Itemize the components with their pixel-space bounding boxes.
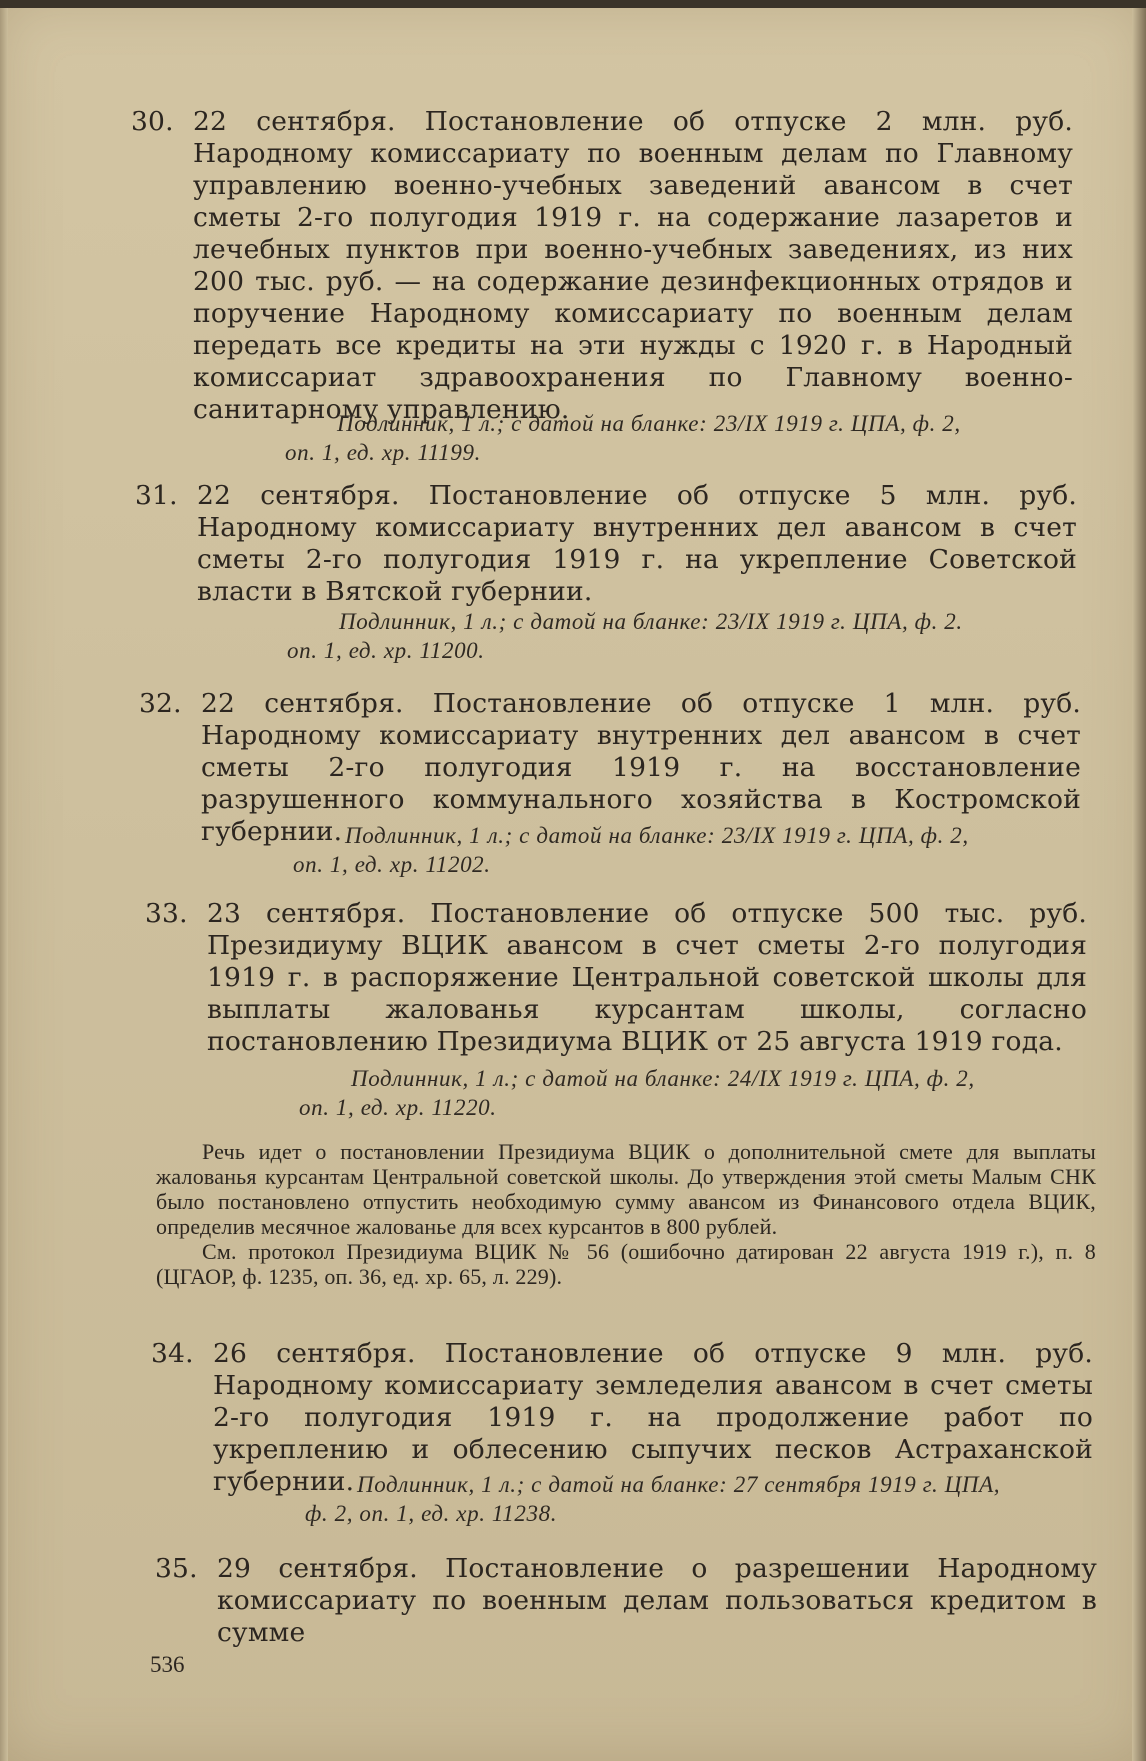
entry-text: 23 сентября. Постановление об отпуске 500 тыс. руб. Президиуму ВЦИК авансом в счет сметы 2-го полугодия 1919 г. в распоряжение Центральной советской школы для выплаты жалованья курсантам школы, согласно постановлению Президиума ВЦИК от 25 августа 1919 года. xyxy=(207,898,1087,1057)
entry-number: 33. xyxy=(145,898,188,929)
source-line-1: Подлинник, 1 л.; с датой на бланке: 23/IX 1919 г. ЦПА, ф. 2. xyxy=(339,609,963,634)
editorial-note xyxy=(156,1139,1096,1289)
entry-34-source xyxy=(305,1470,1095,1528)
entry-number: 34. xyxy=(151,1338,194,1369)
entry-text: 29 сентября. Постановление о разрешении Народному комиссариату по военным делам пользоваться кредитом в сумме xyxy=(217,1553,1097,1648)
entry-35 xyxy=(155,1553,1097,1649)
entry-text: 26 сентября. Постановление об отпуске 9 млн. руб. Народному комиссариату земледелия авансом в счет сметы 2-го полугодия 1919 г. на продолжение работ по укреплению и облесению сыпучих песков Астраханской губернии. xyxy=(213,1338,1093,1497)
right-edge xyxy=(1132,8,1146,1761)
entry-33 xyxy=(145,898,1087,1058)
source-line-2: оп. 1, ед. хр. 11220. xyxy=(299,1095,497,1120)
source-line-2: ф. 2, оп. 1, ед. хр. 11238. xyxy=(305,1501,558,1526)
entry-32-source xyxy=(293,821,1083,879)
source-line-1: Подлинник, 1 л.; с датой на бланке: 27 сентября 1919 г. ЦПА, xyxy=(357,1472,1001,1497)
entry-31-source xyxy=(287,607,1077,665)
note-paragraph-1: Речь идет о постановлении Президиума ВЦИК о дополнительной смете для выплаты жалованья курсантам Центральной советской школы. До утверждения этой сметы Малым СНК было постановлено отпустить необходимую сумму авансом из Финансового отдела ВЦИК, определив месячное жалованье для всех курсантов в 800 рублей. xyxy=(156,1139,1096,1239)
source-line-1: Подлинник, 1 л.; с датой на бланке: 23/IX 1919 г. ЦПА, ф. 2, xyxy=(345,823,969,848)
entry-30 xyxy=(131,106,1073,426)
entry-text: 22 сентября. Постановление об отпуске 1 млн. руб. Народному комиссариату внутренних дел авансом в счет сметы 2-го полугодия 1919 г. на восстановление разрушенного коммунального хозяйства в Костромской губернии. xyxy=(201,688,1081,847)
source-line-2: оп. 1, ед. хр. 11199. xyxy=(285,440,481,465)
entry-30-source xyxy=(285,409,1075,467)
source-line-1: Подлинник, 1 л.; с датой на бланке: 24/IX 1919 г. ЦПА, ф. 2, xyxy=(351,1066,975,1091)
source-line-1: Подлинник, 1 л.; с датой на бланке: 23/IX 1919 г. ЦПА, ф. 2, xyxy=(337,411,961,436)
entry-number: 32. xyxy=(139,688,182,719)
entry-number: 35. xyxy=(155,1553,198,1584)
left-edge xyxy=(0,8,8,1761)
entry-33-source xyxy=(299,1064,1089,1122)
page-number: 536 xyxy=(150,1652,185,1677)
entry-number: 30. xyxy=(131,106,174,137)
source-line-2: оп. 1, ед. хр. 11202. xyxy=(293,852,491,877)
entry-number: 31. xyxy=(135,480,178,511)
note-paragraph-2: См. протокол Президиума ВЦИК № 56 (ошибочно датирован 22 августа 1919 г.), п. 8 (ЦГАОР, ф. 1235, оп. 36, ед. хр. 65, л. 229). xyxy=(156,1239,1096,1289)
source-line-2: оп. 1, ед. хр. 11200. xyxy=(287,638,485,663)
top-edge xyxy=(0,0,1146,8)
entry-31 xyxy=(135,480,1077,608)
entry-text: 22 сентября. Постановление об отпуске 5 млн. руб. Народному комиссариату внутренних дел авансом в счет сметы 2-го полугодия 1919 г. на укрепление Советской власти в Вятской губернии. xyxy=(197,480,1077,607)
entry-text: 22 сентября. Постановление об отпуске 2 млн. руб. Народному комиссариату по военным делам по Главному управлению военно-учебных заведений авансом в счет сметы 2-го полугодия 1919 г. на содержание лазаретов и лечебных пунктов при военно-учебных заведениях, из них 200 тыс. руб. — на содержание дезинфекционных отрядов и поручение Народному комиссариату по военным делам передать все кредиты на эти нужды с 1920 г. в Народный комиссариат здравоохранения по Главному военно-санитарному управлению. xyxy=(193,106,1073,425)
